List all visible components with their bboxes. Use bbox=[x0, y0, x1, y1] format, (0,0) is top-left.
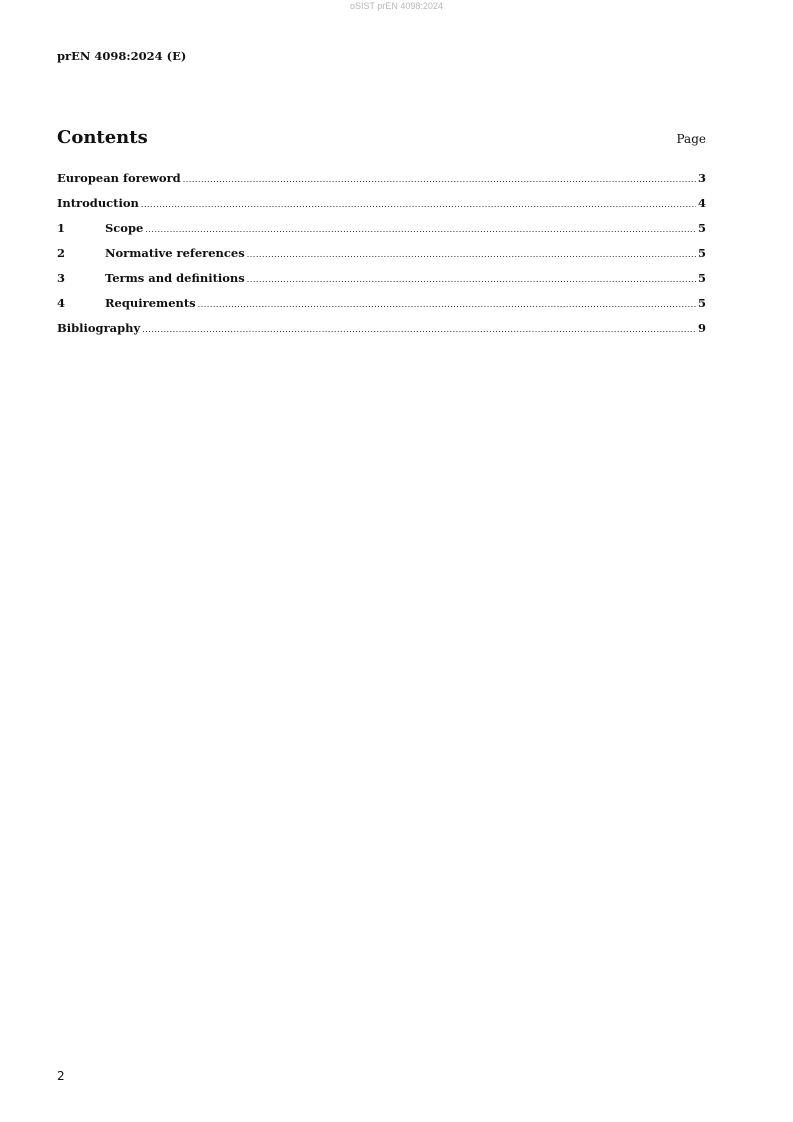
dot-leader bbox=[247, 250, 696, 259]
toc-entry-label: Normative references bbox=[105, 246, 245, 260]
dot-leader bbox=[247, 275, 696, 284]
toc-entry-label: Requirements bbox=[105, 296, 196, 310]
toc-page-label: Page bbox=[676, 132, 706, 146]
toc-heading bbox=[57, 127, 706, 148]
toc-entry-scope[interactable] bbox=[57, 221, 706, 246]
toc-entry-label: Terms and definitions bbox=[105, 271, 245, 285]
toc-entry-page: 5 bbox=[697, 221, 706, 235]
toc-entry-page: 3 bbox=[697, 171, 706, 185]
dot-leader bbox=[145, 225, 696, 234]
toc-entry-label: Bibliography bbox=[57, 321, 141, 335]
toc-entry-requirements[interactable] bbox=[57, 296, 706, 321]
document-id-header: prEN 4098:2024 (E) bbox=[57, 49, 187, 63]
toc-entry-number: 2 bbox=[57, 246, 66, 260]
toc-entry-bibliography[interactable] bbox=[57, 321, 706, 346]
toc-entry-page: 5 bbox=[697, 271, 706, 285]
dot-leader bbox=[142, 325, 696, 334]
toc-entry-label: Introduction bbox=[57, 196, 139, 210]
toc-entry-number: 3 bbox=[57, 271, 66, 285]
toc-entry-page: 9 bbox=[697, 321, 706, 335]
toc-entry-label: Scope bbox=[105, 221, 144, 235]
dot-leader bbox=[141, 200, 696, 209]
toc-entry-page: 5 bbox=[697, 246, 706, 260]
toc-entry-terms-and-definitions[interactable] bbox=[57, 271, 706, 296]
toc-entry-introduction[interactable] bbox=[57, 196, 706, 221]
watermark: oSIST prEN 4098:2024 bbox=[350, 1, 443, 11]
table-of-contents bbox=[57, 171, 706, 346]
toc-entry-label: European foreword bbox=[57, 171, 181, 185]
dot-leader bbox=[183, 175, 696, 184]
toc-entry-page: 5 bbox=[697, 296, 706, 310]
page-number: 2 bbox=[57, 1069, 65, 1083]
toc-entry-normative-references[interactable] bbox=[57, 246, 706, 271]
dot-leader bbox=[198, 300, 696, 309]
toc-title: Contents bbox=[57, 127, 148, 148]
toc-entry-european-foreword[interactable] bbox=[57, 171, 706, 196]
toc-entry-number: 1 bbox=[57, 221, 66, 235]
toc-entry-number: 4 bbox=[57, 296, 66, 310]
toc-entry-page: 4 bbox=[697, 196, 706, 210]
